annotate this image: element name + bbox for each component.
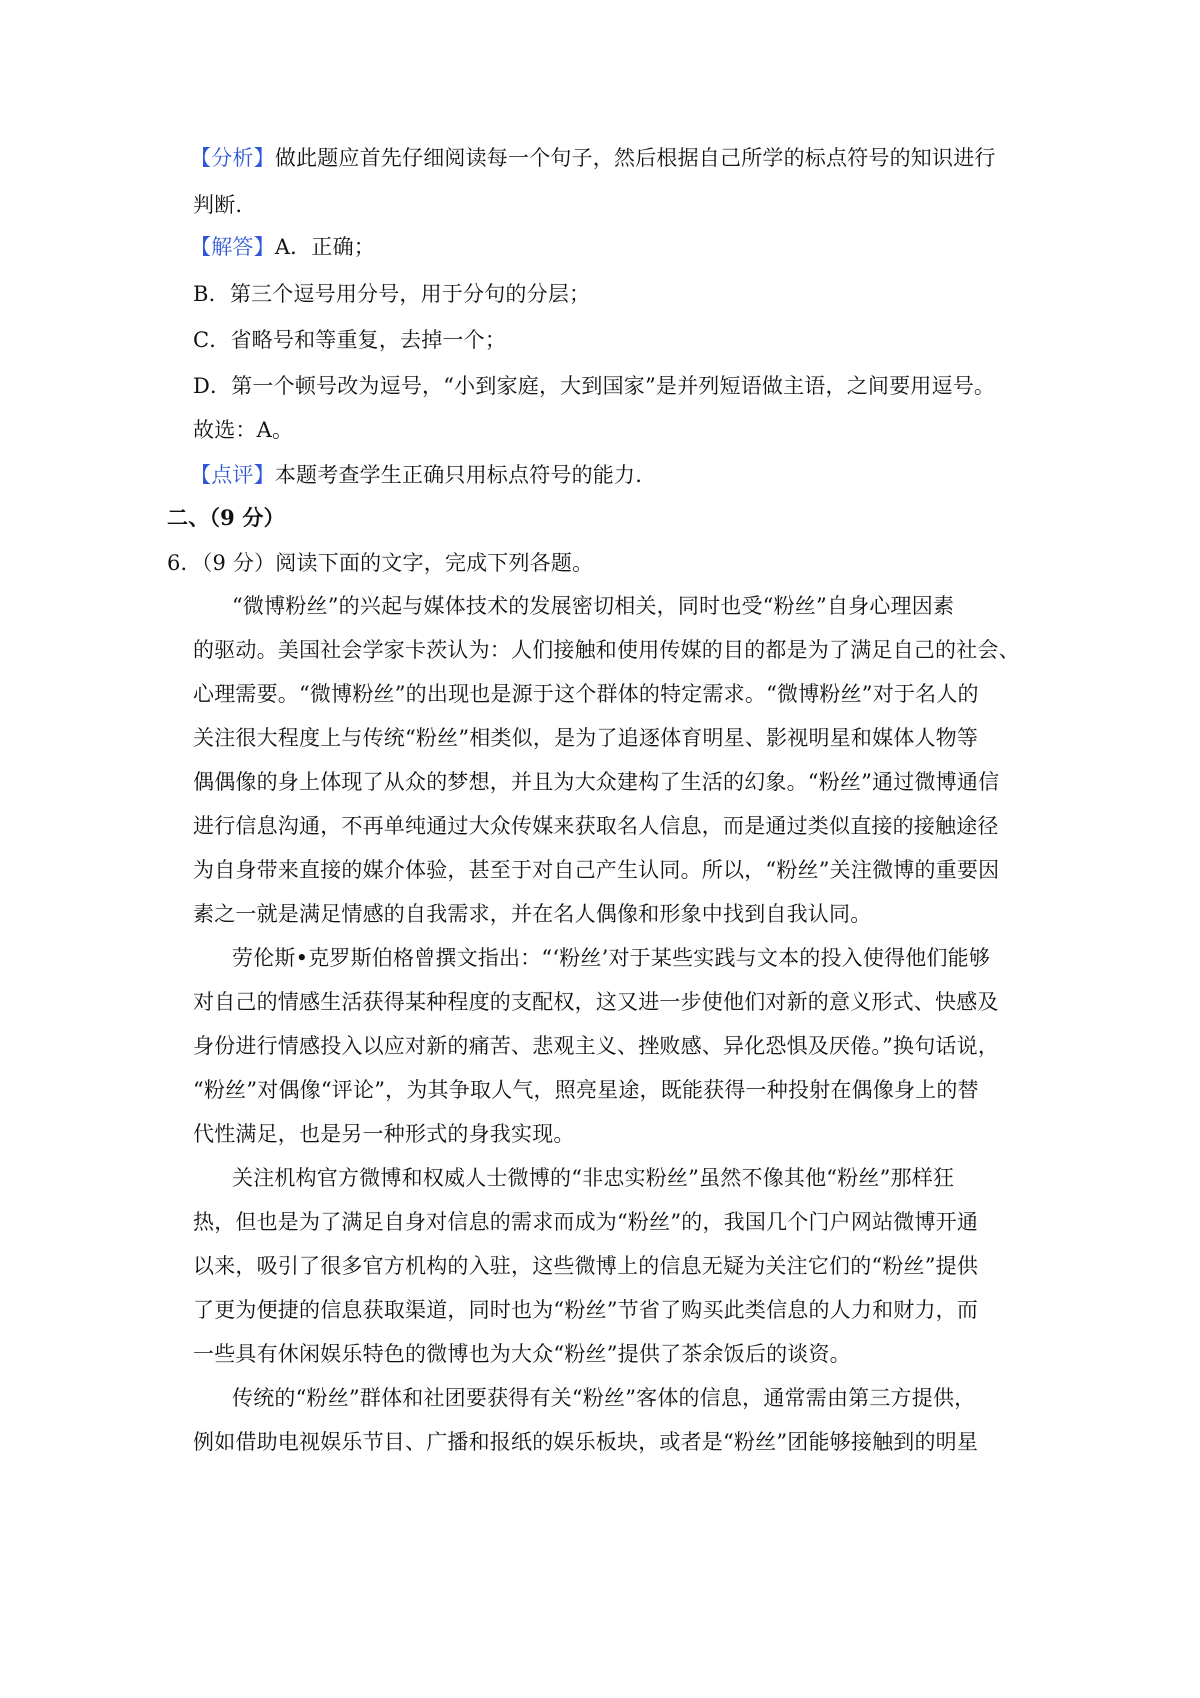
choice-line: 故选：A。: [193, 418, 294, 442]
solution-line: [190, 232, 375, 262]
comment-line: [190, 460, 642, 490]
passage-line: 以来，吸引了很多官方机构的入驻，这些微博上的信息无疑为关注它们的“粉丝”提供: [193, 1254, 979, 1278]
passage-line: 传统的“粉丝”群体和社团要获得有关“粉丝”客体的信息，通常需由第三方提供，: [232, 1386, 976, 1410]
passage-line: 的驱动。美国社会学家卡茨认为：人们接触和使用传媒的目的都是为了满足自己的社会、: [193, 638, 1020, 662]
analysis-tag: 【分析】: [190, 146, 275, 170]
analysis-text-1: 做此题应首先仔细阅读每一个句子，然后根据自己所学的标点符号的知识进行: [274, 146, 996, 170]
passage-line: “粉丝”对偶像“评论”，为其争取人气，照亮星途，既能获得一种投射在偶像身上的替: [193, 1078, 979, 1102]
option-b: B．第三个逗号用分号，用于分句的分层；: [193, 282, 591, 306]
option-c: C．省略号和等重复，去掉一个；: [193, 328, 507, 352]
passage-line: “微博粉丝”的兴起与媒体技术的发展密切相关，同时也受“粉丝”自身心理因素: [232, 594, 955, 618]
passage-line: 为自身带来直接的媒介体验，甚至于对自己产生认同。所以，“粉丝”关注微博的重要因: [193, 858, 1000, 882]
solution-option-a: A．正确；: [274, 235, 375, 259]
passage-line: 进行信息沟通，不再单纯通过大众传媒来获取名人信息，而是通过类似直接的接触途径: [193, 814, 999, 838]
analysis-line-2: 判断.: [193, 193, 243, 217]
passage-line: 身份进行情感投入以应对新的痛苦、悲观主义、挫败感、异化恐惧及厌倦。”换句话说，: [193, 1034, 1000, 1058]
passage-line: 心理需要。“微博粉丝”的出现也是源于这个群体的特定需求。“微博粉丝”对于名人的: [193, 682, 979, 706]
passage-line: 代性满足，也是另一种形式的身我实现。: [193, 1122, 575, 1146]
passage-line: 劳伦斯•克罗斯伯格曾撰文指出：“‘粉丝’对于某些实践与文本的投入使得他们能够: [232, 946, 991, 970]
section-heading: 二、（9 分）: [167, 505, 285, 530]
passage-line: 关注很大程度上与传统“粉丝”相类似，是为了追逐体育明星、影视明星和媒体人物等: [193, 726, 979, 750]
passage-line: 了更为便捷的信息获取渠道，同时也为“粉丝”节省了购买此类信息的人力和财力，而: [193, 1298, 979, 1322]
comment-text: 本题考查学生正确只用标点符号的能力.: [274, 463, 643, 487]
passage-line: 关注机构官方微博和权威人士微博的“非忠实粉丝”虽然不像其他“粉丝”那样狂: [232, 1166, 955, 1190]
passage-line: 一些具有休闲娱乐特色的微博也为大众“粉丝”提供了茶余饭后的谈资。: [193, 1342, 851, 1366]
option-d: D．第一个顿号改为逗号，“小到家庭，大到国家”是并列短语做主语，之间要用逗号。: [193, 374, 996, 398]
analysis-line-1: [190, 143, 996, 173]
passage-line: 例如借助电视娱乐节目、广播和报纸的娱乐板块，或者是“粉丝”团能够接触到的明星: [193, 1430, 979, 1454]
passage-line: 热，但也是为了满足自身对信息的需求而成为“粉丝”的，我国几个门户网站微博开通: [193, 1210, 979, 1234]
passage-line: 素之一就是满足情感的自我需求，并在名人偶像和形象中找到自我认同。: [193, 902, 872, 926]
question-stem: 6．（9 分）阅读下面的文字，完成下列各题。: [167, 551, 594, 575]
solution-tag: 【解答】: [190, 235, 275, 259]
comment-tag: 【点评】: [190, 463, 275, 487]
passage-line: 偶偶像的身上体现了从众的梦想，并且为大众建构了生活的幻象。“粉丝”通过微博通信: [193, 770, 1000, 794]
passage-line: 对自己的情感生活获得某种程度的支配权，这又进一步使他们对新的意义形式、快感及: [193, 990, 999, 1014]
